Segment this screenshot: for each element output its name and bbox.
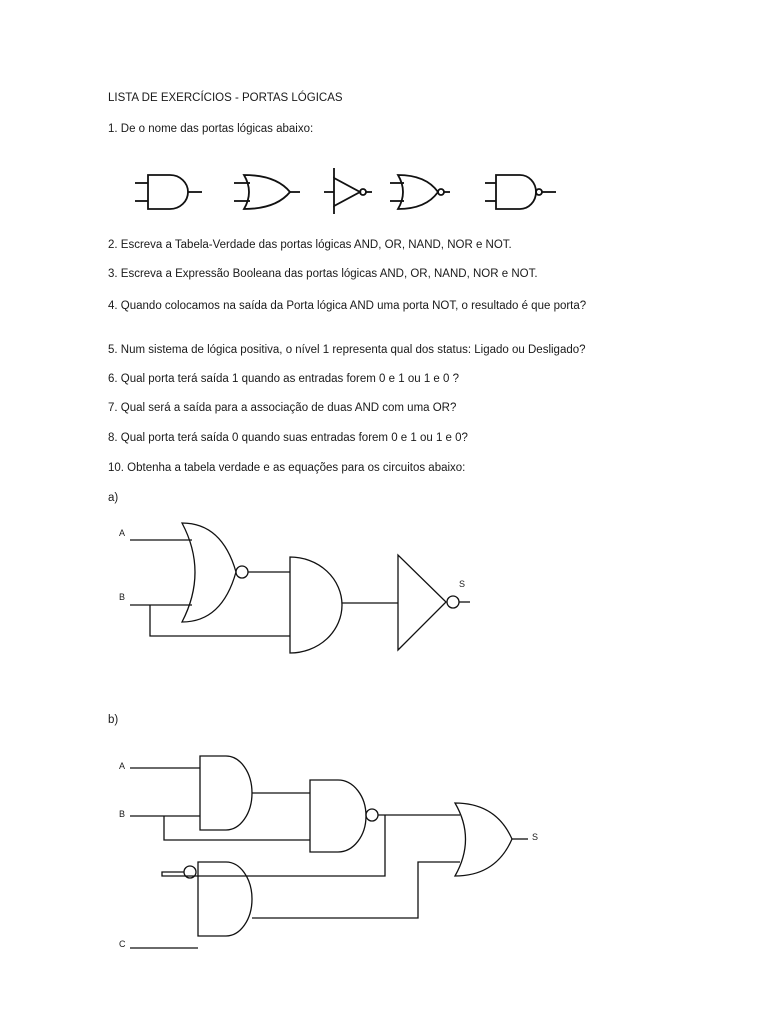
circuit-b-or-gate	[455, 803, 512, 876]
circuit-a-not-gate	[398, 555, 459, 650]
or-gate-icon	[234, 175, 300, 209]
circuit-a-output: S	[459, 579, 466, 589]
circuit-b-input-c: C	[119, 939, 126, 949]
circuit-b-input-a: A	[119, 761, 126, 771]
circuit-b-output: S	[532, 832, 539, 842]
circuit-b-input-b: B	[119, 809, 126, 819]
circuit-b-and-gate-2	[184, 862, 252, 936]
question-10: 10. Obtenha a tabela verdade e as equações para os circuitos abaixo:	[108, 462, 466, 474]
question-7: 7. Qual será a saída para a associação de duas AND com uma OR?	[108, 402, 457, 414]
circuit-a-wires	[130, 540, 470, 636]
not-gate-icon	[324, 168, 372, 214]
nand-gate-icon	[485, 175, 556, 209]
and-gate-icon	[135, 175, 202, 209]
circuit-b-wires	[130, 768, 528, 948]
page-title: LISTA DE EXERCÍCIOS - PORTAS LÓGICAS	[108, 92, 343, 104]
question-5: 5. Num sistema de lógica positiva, o nível 1 representa qual dos status: Ligado ou Desligado?	[108, 344, 586, 356]
circuit-a-input-b: B	[119, 592, 126, 602]
question-6: 6. Qual porta terá saída 1 quando as entradas forem 0 e 1 ou 1 e 0 ?	[108, 373, 459, 385]
circuit-b-nand-gate	[310, 780, 378, 852]
circuit-a-nor-gate	[182, 523, 248, 622]
question-1: 1. De o nome das portas lógicas abaixo:	[108, 123, 314, 135]
circuit-b-label: b)	[108, 714, 119, 726]
question-4: 4. Quando colocamos na saída da Porta lógica AND uma porta NOT, o resultado é que porta?	[108, 300, 587, 312]
question-8: 8. Qual porta terá saída 0 quando suas entradas forem 0 e 1 ou 1 e 0?	[108, 432, 468, 444]
question-3: 3. Escreva a Expressão Booleana das portas lógicas AND, OR, NAND, NOR e NOT.	[108, 268, 538, 280]
circuit-a-and-gate	[290, 557, 342, 653]
circuit-a-input-a: A	[119, 528, 126, 538]
nor-gate-icon	[390, 175, 450, 209]
circuit-a-label: a)	[108, 492, 119, 504]
question-2: 2. Escreva a Tabela-Verdade das portas lógicas AND, OR, NAND, NOR e NOT.	[108, 239, 512, 251]
circuit-b-and-gate-1	[200, 756, 252, 830]
